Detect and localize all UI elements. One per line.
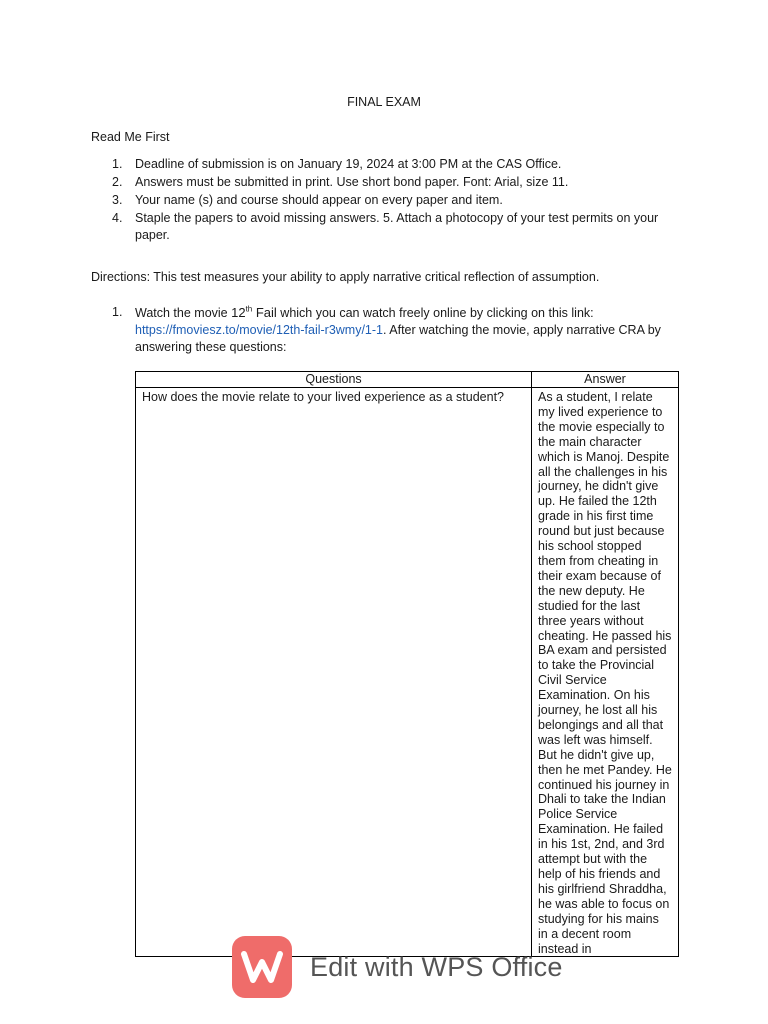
list-text: Your name (s) and course should appear on every paper and item. [135, 193, 503, 207]
rules-list [91, 156, 676, 245]
read-me-heading: Read Me First [91, 130, 170, 144]
question-1 [91, 304, 681, 356]
answer-cell: As a student, I relate my lived experience to the movie especially to the main character which is Manoj. Despite all the challenges in his journey, he didn't give up. He failed the 12th grade in his first time round but just because his school stopped them from cheating in their exam because of the new deputy. He studied for the last three years without cheating. He passed his BA exam and persisted to take the Provincial Civil Service Examination. On his journey, he lost all his belongings and all that was left was himself. But he didn't give up, then he met Pandey. He continued his journey in Dhali to take the Indian Police Service Examination. He failed in his 1st, 2nd, and 3rd attempt but with the help of his friends and his girlfriend Shraddha, he was able to focus on studying for his mains in a decent room instead in [532, 388, 679, 957]
list-number: 3. [112, 193, 123, 207]
exam-title: FINAL EXAM [347, 95, 421, 109]
list-item [91, 210, 676, 244]
list-item [91, 174, 676, 191]
wps-edit-text[interactable]: Edit with WPS Office [310, 951, 563, 982]
wps-logo-icon[interactable] [232, 936, 292, 998]
list-number: 1. [112, 157, 123, 171]
question-text: which you can watch freely online by clicking on this link: [276, 306, 594, 320]
column-header-questions: Questions [136, 372, 532, 388]
question-text: . After watching the movie, apply narrative CRA by answering these questions: [135, 323, 661, 354]
question-number: 1. [112, 305, 123, 319]
table-header-row [136, 372, 679, 388]
table-row [136, 388, 679, 957]
qa-table [135, 371, 679, 957]
directions-text: Directions: This test measures your ability to apply narrative critical reflection of assumption. [91, 270, 600, 284]
movie-title [231, 305, 277, 320]
question-body [91, 304, 681, 356]
list-item [91, 156, 676, 173]
list-text: Staple the papers to avoid missing answers. 5. Attach a photocopy of your test permits on your paper. [135, 211, 659, 242]
list-number: 2. [112, 175, 123, 189]
list-text: Deadline of submission is on January 19, 2024 at 3:00 PM at the CAS Office. [135, 157, 562, 171]
list-text: Answers must be submitted in print. Use short bond paper. Font: Arial, size 11. [135, 175, 569, 189]
list-number: 4. [112, 211, 123, 225]
movie-title-rest: Fail [252, 305, 277, 320]
question-cell: How does the movie relate to your lived experience as a student? [136, 388, 532, 957]
movie-title-number: 12 [231, 305, 246, 320]
movie-link[interactable]: https://fmoviesz.to/movie/12th-fail-r3wmy/1-1 [135, 323, 383, 337]
list-item [91, 192, 676, 209]
wps-watermark[interactable] [232, 936, 563, 998]
column-header-answer: Answer [532, 372, 679, 388]
movie-title-suffix: th [245, 304, 253, 314]
question-text: Watch the movie [135, 306, 232, 320]
